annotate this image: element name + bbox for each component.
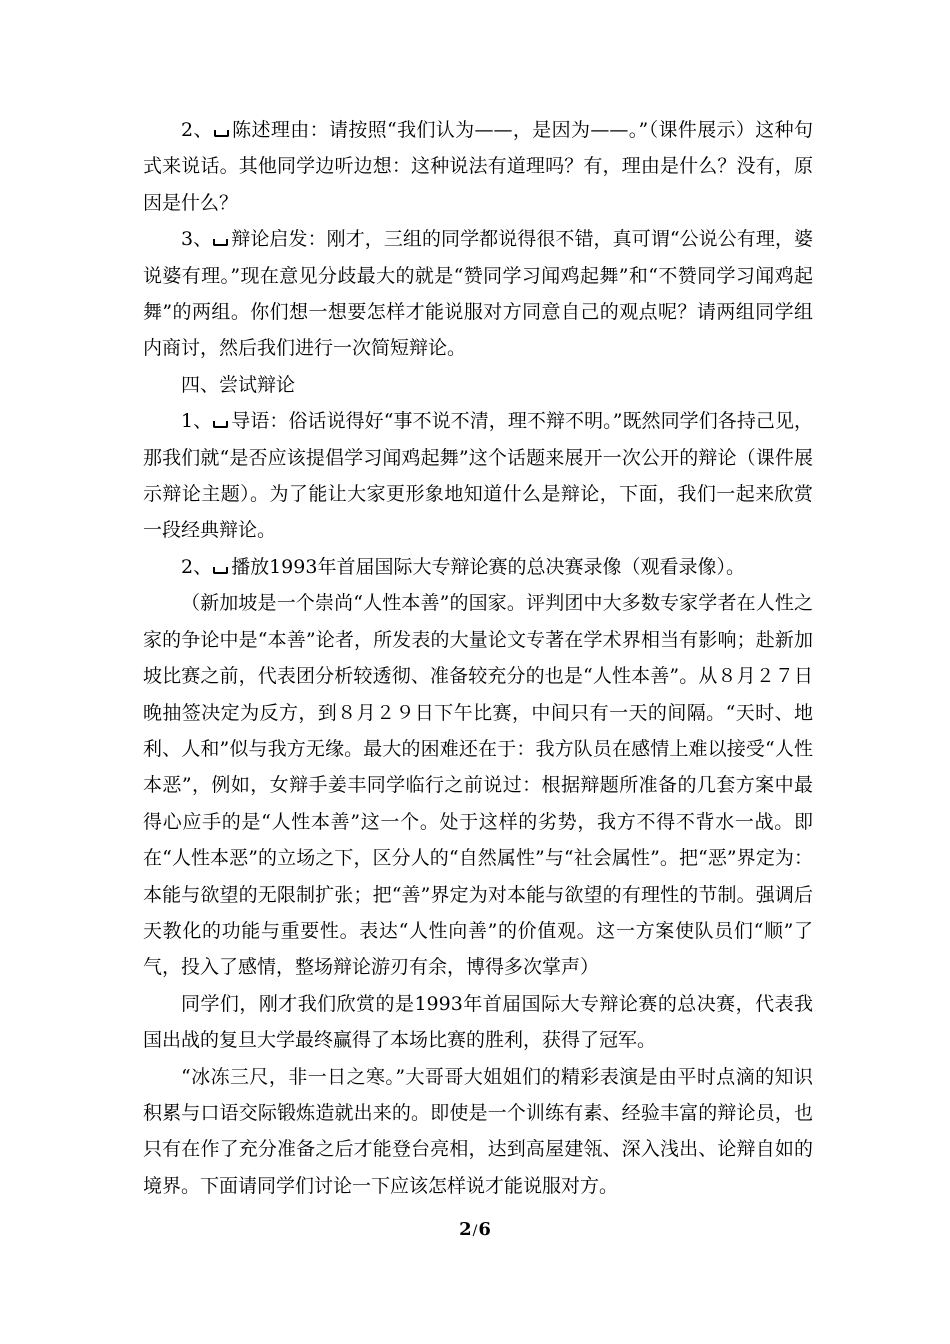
document-body <box>143 112 813 1204</box>
bullet-marker-icon <box>213 239 228 246</box>
item-number: 3、 <box>181 228 213 251</box>
item-number: 1、 <box>181 410 213 433</box>
section-heading <box>143 367 813 403</box>
bullet-marker-icon <box>213 567 228 574</box>
paragraph-7 <box>143 1059 813 1205</box>
heading-text: 四、尝试辩论 <box>181 373 296 396</box>
item-number: 2、 <box>181 555 213 578</box>
paragraph-3 <box>143 403 813 549</box>
current-page: 2 <box>459 1219 472 1240</box>
paragraph-4 <box>143 549 813 585</box>
page-number <box>0 1219 950 1240</box>
item-number: 2、 <box>181 119 213 141</box>
paragraph-2 <box>143 221 813 367</box>
paragraph-text: “冰冻三尺，非一日之寒。”大哥哥大姐姐们的精彩表演是由平时点滴的知识积累与口语交际锻炼造就出来的。即使是一个训练有素、经验丰富的辩论员，也只有在作了充分准备之后才能登台亮相，达到高屋建瓴、深入浅出、论辩自如的境界。下面请同学们讨论一下应该怎样说才能说服对方。 <box>143 1065 813 1197</box>
paragraph-6 <box>143 986 813 1059</box>
paragraph-text: 同学们，刚才我们欣赏的是1993年首届国际大专辩论赛的总决赛，代表我国出战的复旦大学最终赢得了本场比赛的胜利，获得了冠军。 <box>143 992 813 1052</box>
paragraph-5 <box>143 585 813 985</box>
bullet-marker-icon <box>214 130 229 137</box>
paragraph-1 <box>143 112 813 221</box>
paragraph-text: 辩论启发：刚才，三组的同学都说得很不错，真可谓“公说公有理，婆说婆有理。”现在意见分歧最大的就是“赞同学习闻鸡起舞”和“不赞同学习闻鸡起舞”的两组。你们想一想要怎样才能说服对方同意自己的观点呢？请两组同学组内商讨，然后我们进行一次简短辩论。 <box>143 228 814 360</box>
paragraph-text: 陈述理由：请按照“我们认为——，是因为——。”（课件展示）这种句式来说话。其他同学边听边想：这种说法有道理吗？有，理由是什么？没有，原因是什么？ <box>143 119 813 214</box>
bullet-marker-icon <box>213 421 228 428</box>
total-pages: 6 <box>478 1219 491 1240</box>
paragraph-text: （新加坡是一个崇尚“人性本善”的国家。评判团中大多数专家学者在人性之家的争论中是“本善”论者，所发表的大量论文专著在学术界相当有影响；赴新加坡比赛之前，代表团分析较透彻、准备较充分的也是“人性本善”。从８月２７日晚抽签决定为反方，到８月２９日下午比赛，中间只有一天的间隔。“天时、地利、人和”似与我方无缘。最大的困难还在于：我方队员在感情上难以接受“人性本恶”，例如，女辩手姜丰同学临行之前说过：根据辩题所准备的几套方案中最得心应手的是“人性本善”这一个。处于这样的劣势，我方不得不背水一战。即在“人性本恶”的立场之下，区分人的“自然属性”与“社会属性”。把“恶”界定为：本能与欲望的无限制扩张；把“善”界定为对本能与欲望的有理性的节制。强调后天教化的功能与重要性。表达“人性向善”的价值观。这一方案使队员们“顺”了气，投入了感情，整场辩论游刃有余，博得多次掌声） <box>143 592 813 979</box>
paragraph-text: 导语：俗话说得好“事不说不清，理不辩不明。”既然同学们各持己见，那我们就“是否应该提倡学习闻鸡起舞”这个话题来展开一次公开的辩论（课件展示辩论主题）。为了能让大家更形象地知道什么是辩论，下面，我们一起来欣赏一段经典辩论。 <box>143 410 814 542</box>
page-separator: / <box>472 1223 478 1239</box>
paragraph-text: 播放1993年首届国际大专辩论赛的总决赛录像（观看录像）。 <box>231 555 745 578</box>
